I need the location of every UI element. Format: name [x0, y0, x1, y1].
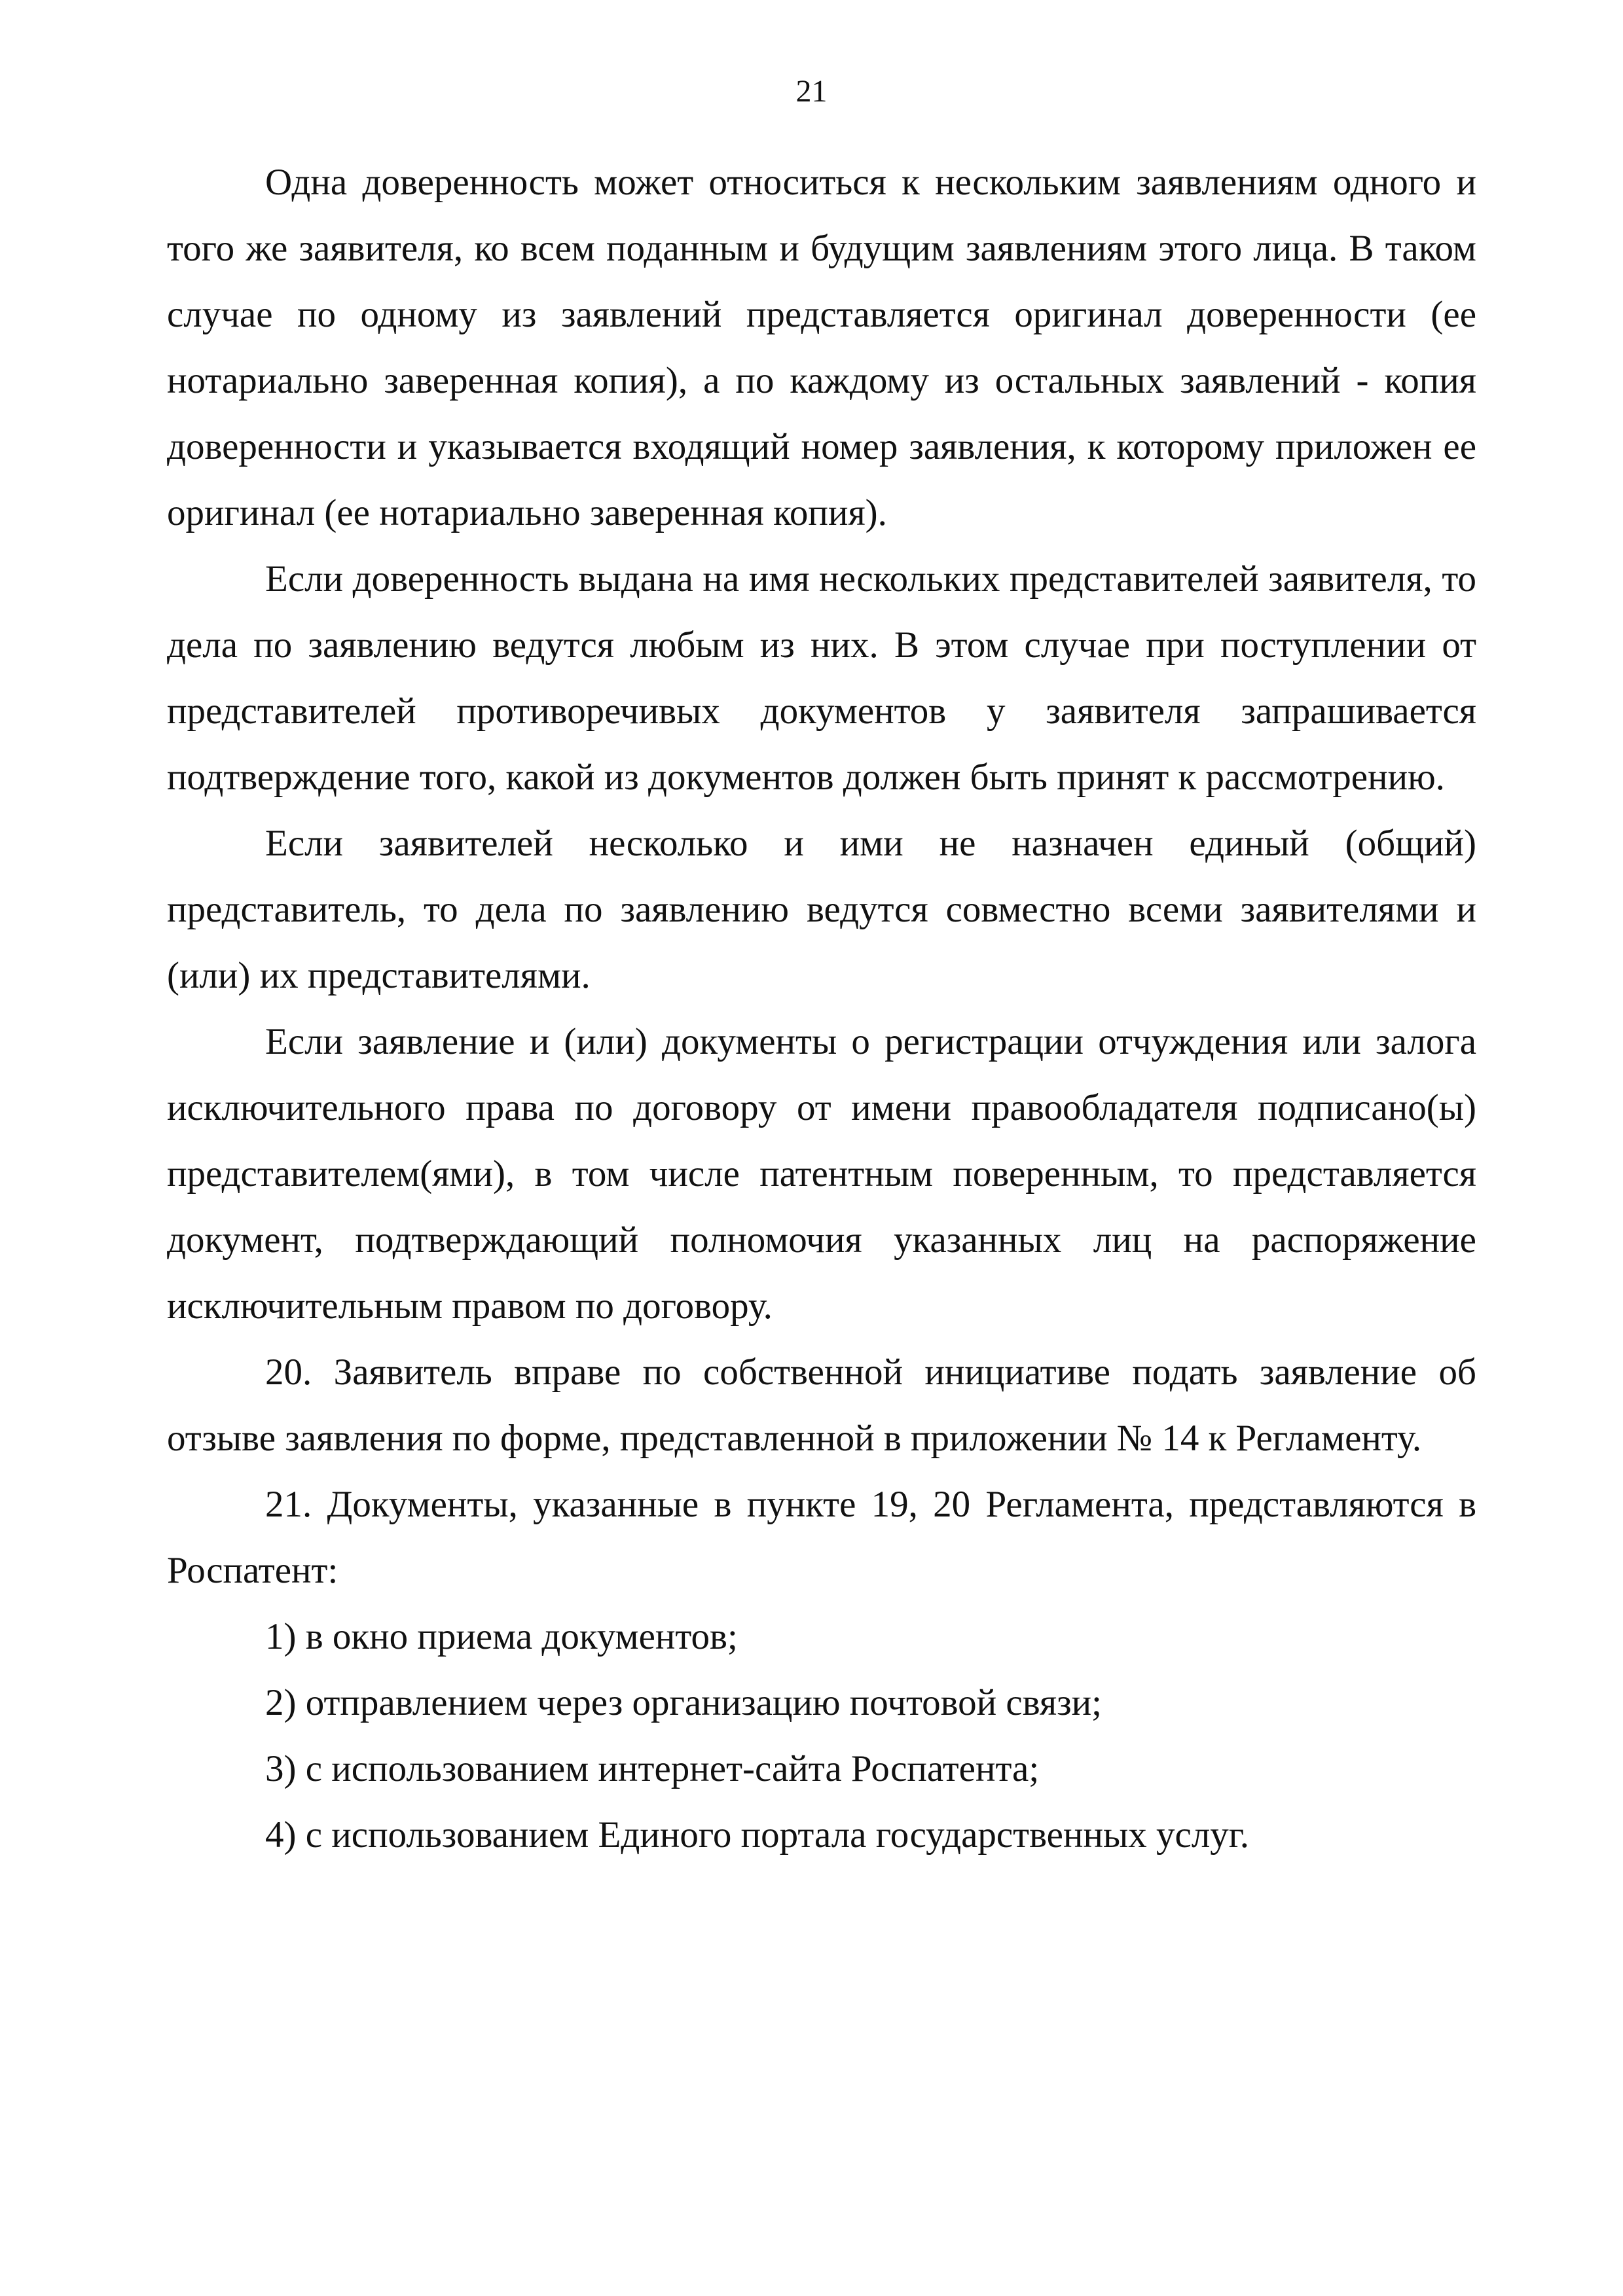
paragraph-signed-by-representative: Если заявление и (или) документы о регистрации отчуждения или залога исключительного права по договору от имени правообладателя подписано(ы) представителем(ями), в том числе патентным поверенным, то представляется документ, подтверждающий полномочия указанных лиц на распоряжение исключительным правом по договору. — [167, 1021, 1476, 1327]
paragraph-item-21: 21. Документы, указанные в пункте 19, 20 Регламента, представляются в Роспатент: — [167, 1484, 1476, 1591]
page-number: 21 — [795, 74, 828, 109]
paragraph-item-20: 20. Заявитель вправе по собственной инициативе подать заявление об отзыве заявления по форме, представленной в приложении № 14 к Регламенту. — [167, 1352, 1476, 1459]
list-item-reception-window: 1) в окно приема документов; — [265, 1616, 738, 1657]
paragraph-power-of-attorney-scope: Одна доверенность может относиться к нескольким заявлениям одного и того же заявителя, ко всем поданным и будущим заявлениям этого лица. В таком случае по одному из заявлений представляется оригинал доверенности (ее нотариально заверенная копия), а по каждому из остальных заявлений - копия доверенности и указывается входящий номер заявления, к которому приложен ее оригинал (ее нотариально заверенная копия). — [167, 162, 1476, 533]
list-item-gov-portal: 4) с использованием Единого портала государственных услуг. — [265, 1814, 1249, 1856]
list-item-website: 3) с использованием интернет-сайта Роспатента; — [265, 1748, 1040, 1789]
paragraph-multiple-applicants: Если заявителей несколько и ими не назначен единый (общий) представитель, то дела по заявлению ведутся совместно всеми заявителями и (или) их представителями. — [167, 823, 1476, 996]
list-item-postal-mail: 2) отправлением через организацию почтовой связи; — [265, 1682, 1102, 1723]
document-body — [167, 149, 1476, 1868]
paragraph-multiple-representatives: Если доверенность выдана на имя нескольких представителей заявителя, то дела по заявлению ведутся любым из них. В этом случае при поступлении от представителей противоречивых документов у заявителя запрашивается подтверждение того, какой из документов должен быть принят к рассмотрению. — [167, 558, 1476, 798]
